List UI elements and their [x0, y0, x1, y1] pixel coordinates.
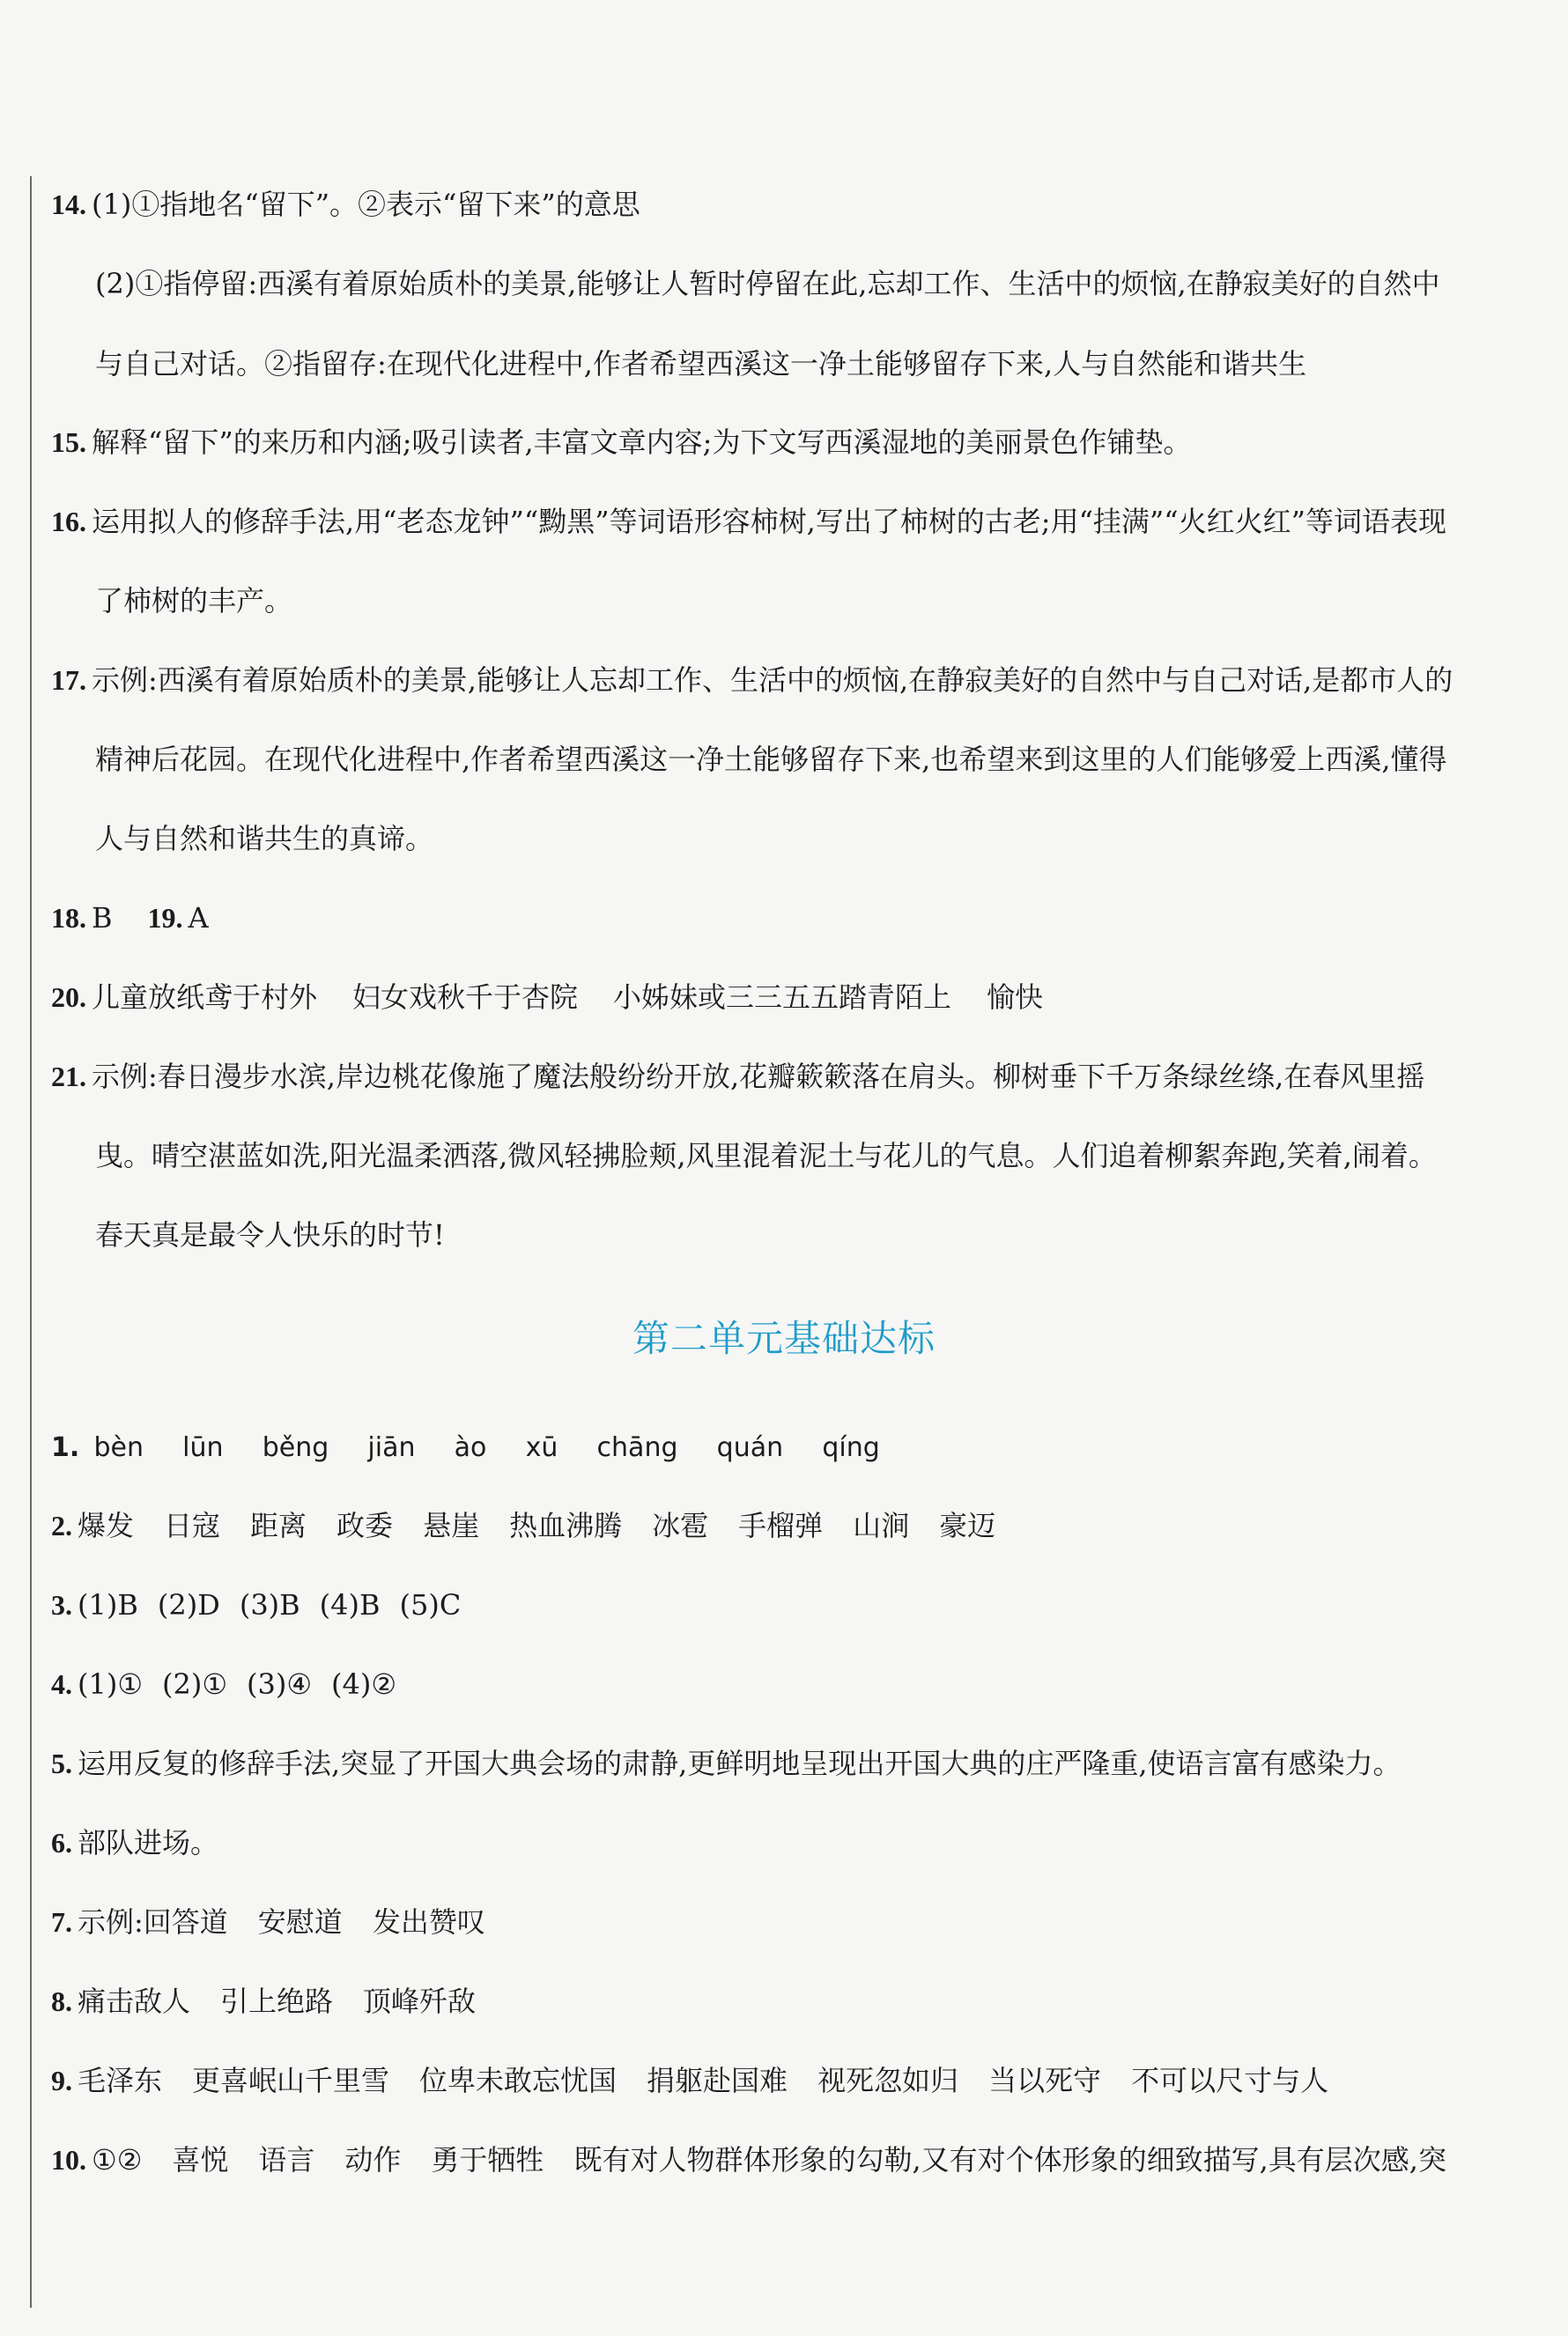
answer-21-line-2	[95, 1138, 1437, 1173]
answer-14-number: 14.	[51, 189, 86, 220]
answer-17-text-2: 精神后花园。在现代化进程中,作者希望西溪这一净土能够留存下来,也希望来到这里的人们能够爱上西溪,懂得	[95, 743, 1447, 776]
phrase-item: 痛击敌人	[78, 1985, 191, 2018]
answer-18-text: B	[92, 901, 113, 935]
unit2-answer-1-number: 1.	[51, 1432, 80, 1463]
answer-21-line-1	[51, 1059, 1424, 1094]
phrase-item: 发出赞叹	[372, 1905, 485, 1939]
pinyin-item: qíng	[822, 1432, 880, 1463]
answer-17-text-3: 人与自然和谐共生的真谛。	[95, 822, 434, 855]
word-item: 冰雹	[652, 1509, 709, 1542]
phrase-item: 喜悦	[172, 2143, 229, 2177]
answer-21-text-2: 曳。晴空湛蓝如洗,阳光温柔洒落,微风轻拂脸颊,风里混着泥土与花儿的气息。人们追着柳絮奔跑,笑着,闹着。	[95, 1139, 1437, 1172]
choice-item: (3)B	[239, 1588, 300, 1622]
choice-item: (2)D	[157, 1588, 220, 1622]
unit2-answer-4-number: 4.	[51, 1668, 72, 1700]
answer-14-line-1	[51, 187, 640, 222]
phrase-item: 毛泽东	[78, 2064, 163, 2097]
choice-item: (5)C	[399, 1588, 462, 1622]
answer-21-text-3: 春天真是最令人快乐的时节!	[95, 1218, 445, 1252]
answer-16-text-1: 运用拟人的修辞手法,用“老态龙钟”“黝黑”等词语形容柿树,写出了柿树的古老;用“挂满”“火红火红”等词语表现	[92, 505, 1447, 538]
answer-20-part-1: 儿童放纸鸢于村外	[92, 980, 318, 1014]
answer-17-line-3	[95, 821, 433, 856]
unit2-answer-1-line	[51, 1429, 880, 1466]
unit2-answer-3-number: 3.	[51, 1589, 72, 1621]
answer-19-number: 19.	[147, 902, 183, 934]
unit2-answer-5-number: 5.	[51, 1748, 72, 1779]
answer-14-text-1: (1)①指地名“留下”。②表示“留下来”的意思	[92, 188, 640, 221]
answer-20-part-4: 愉快	[987, 980, 1044, 1014]
answer-21-line-3	[95, 1217, 445, 1253]
answer-20-part-2: 妇女戏秋千于杏院	[352, 980, 579, 1014]
unit2-answer-10-line	[51, 2142, 1446, 2177]
unit2-answer-4-line	[51, 1667, 396, 1702]
unit2-answer-5-line	[51, 1746, 1402, 1781]
word-item: 手榴弹	[738, 1509, 824, 1542]
answer-21-text-1: 示例:春日漫步水滨,岸边桃花像施了魔法般纷纷开放,花瓣簌簌落在肩头。柳树垂下千万条绿丝绦,在春风里摇	[92, 1060, 1425, 1093]
section-title: 第二单元基础达标	[632, 1317, 936, 1360]
unit2-answer-9-line	[51, 2063, 1328, 2098]
answer-15-line-1	[51, 425, 1191, 460]
answer-14-line-3	[95, 346, 1306, 381]
answer-14-text-3: 与自己对话。②指留存:在现代化进程中,作者希望西溪这一净土能够留存下来,人与自然能和谐共生	[95, 347, 1307, 381]
unit2-answer-5-text: 运用反复的修辞手法,突显了开国大典会场的肃静,更鲜明地呈现出开国大典的庄严隆重,使语言富有感染力。	[78, 1747, 1402, 1780]
unit2-answer-2-line	[51, 1508, 995, 1543]
phrase-item: 更喜岷山千里雪	[192, 2064, 390, 2097]
pinyin-item: ào	[454, 1432, 487, 1463]
unit2-answer-7-line	[51, 1904, 485, 1940]
pinyin-item: jiān	[367, 1432, 416, 1463]
phrase-item: ①②	[92, 2143, 143, 2177]
answer-17-line-2	[95, 742, 1447, 777]
answer-16-text-2: 了柿树的丰产。	[95, 584, 293, 617]
answer-16-number: 16.	[51, 506, 86, 537]
choice-item: (4)B	[319, 1588, 381, 1622]
phrase-item: 既有对人物群体形象的勾勒,又有对个体形象的细致描写,具有层次感,突	[573, 2143, 1446, 2177]
word-item: 距离	[250, 1509, 307, 1542]
unit2-answer-8-number: 8.	[51, 1985, 72, 2017]
answer-18-19-line	[51, 900, 209, 935]
answer-15-number: 15.	[51, 426, 86, 458]
unit2-answer-7-number: 7.	[51, 1906, 72, 1938]
word-item: 政委	[337, 1509, 394, 1542]
phrase-item: 语言	[258, 2143, 315, 2177]
phrase-item: 勇于牺牲	[431, 2143, 544, 2177]
answer-21-number: 21.	[51, 1061, 86, 1092]
answer-17-number: 17.	[51, 664, 86, 696]
phrase-item: 位卑未敢忘忧国	[419, 2064, 618, 2097]
unit2-answer-10-number: 10.	[51, 2144, 86, 2176]
unit2-answer-3-line	[51, 1587, 461, 1623]
answer-16-line-1	[51, 504, 1446, 539]
pinyin-item: bèn	[93, 1432, 144, 1463]
phrase-item: 不可以尺寸与人	[1131, 2064, 1329, 2097]
unit2-answer-6-line	[51, 1825, 218, 1860]
choice-item: (1)B	[78, 1588, 138, 1622]
word-item: 悬崖	[423, 1509, 480, 1542]
choice-item: (3)④	[247, 1667, 313, 1701]
unit2-answer-8-line	[51, 1984, 476, 2019]
pinyin-item: běng	[262, 1432, 329, 1463]
choice-item: (2)①	[162, 1667, 228, 1701]
phrase-item: 引上绝路	[220, 1985, 334, 2018]
word-item: 日寇	[164, 1509, 221, 1542]
answer-18-number: 18.	[51, 902, 86, 934]
word-item: 山涧	[853, 1509, 910, 1542]
word-item: 豪迈	[939, 1509, 996, 1542]
answer-16-line-2	[95, 583, 292, 618]
phrase-item: 视死忽如归	[817, 2064, 959, 2097]
answer-14-text-2: (2)①指停留:西溪有着原始质朴的美景,能够让人暂时停留在此,忘却工作、生活中的烦恼,在静寂美好的自然中	[95, 267, 1440, 300]
pinyin-item: xū	[525, 1432, 558, 1463]
phrase-item: 顶峰歼敌	[363, 1985, 477, 2018]
left-margin-rule	[30, 176, 32, 2308]
choice-item: (1)①	[78, 1667, 144, 1701]
pinyin-item: quán	[716, 1432, 784, 1463]
unit2-answer-6-number: 6.	[51, 1827, 72, 1859]
phrase-item: 安慰道	[257, 1905, 343, 1939]
answer-19-text: A	[188, 901, 209, 935]
answer-20-line	[51, 979, 1043, 1015]
word-item: 爆发	[78, 1509, 135, 1542]
unit2-answer-9-number: 9.	[51, 2065, 72, 2096]
answer-17-text-1: 示例:西溪有着原始质朴的美景,能够让人忘却工作、生活中的烦恼,在静寂美好的自然中与自己对话,是都市人的	[92, 663, 1453, 697]
answer-17-line-1	[51, 662, 1453, 698]
choice-item: (4)②	[331, 1667, 397, 1701]
answer-20-number: 20.	[51, 981, 86, 1013]
pinyin-item: lūn	[182, 1432, 224, 1463]
phrase-item: 捐躯赴国难	[647, 2064, 788, 2097]
answer-14-line-2	[95, 266, 1440, 301]
unit2-answer-2-number: 2.	[51, 1510, 72, 1541]
phrase-item: 当以死守	[988, 2064, 1102, 2097]
pinyin-item: chāng	[596, 1432, 678, 1463]
phrase-item: 动作	[344, 2143, 402, 2177]
word-item: 热血沸腾	[509, 1509, 623, 1542]
answer-15-text-1: 解释“留下”的来历和内涵;吸引读者,丰富文章内容;为下文写西溪湿地的美丽景色作铺垫。	[92, 425, 1192, 459]
unit2-answer-6-text: 部队进场。	[78, 1826, 219, 1859]
answer-20-part-3: 小姊妹或三三五五踏青陌上	[613, 980, 952, 1014]
phrase-item: 示例:回答道	[78, 1905, 228, 1939]
